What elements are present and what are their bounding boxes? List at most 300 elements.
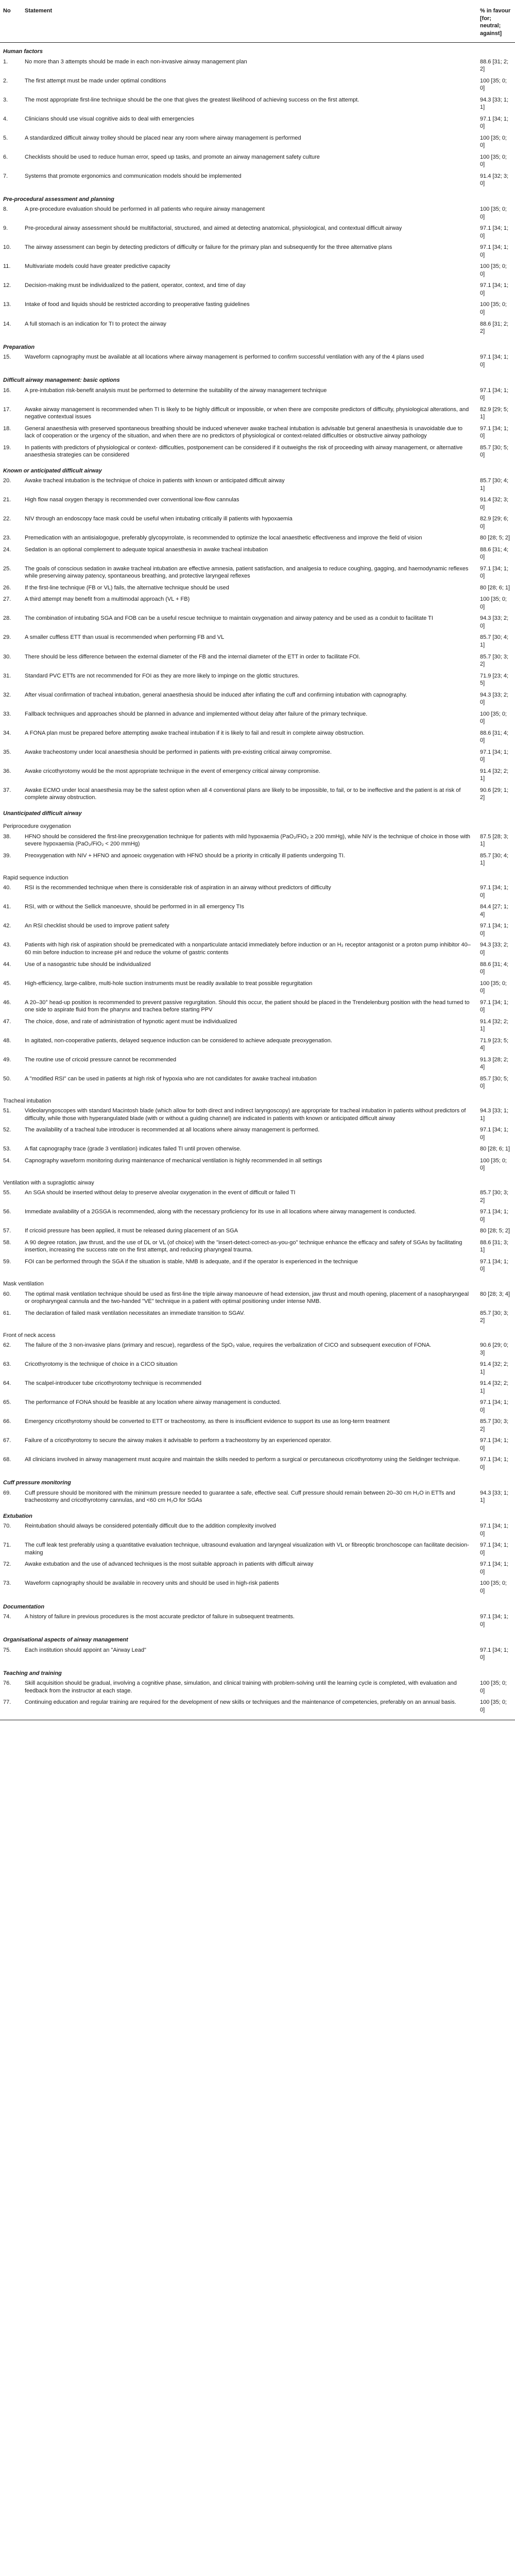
statement-number: 19. — [3, 444, 11, 451]
statement-text: A 90 degree rotation, jaw thrust, and the use of DL or VL (of choice) with the "insert-detect-correct-as-you-go" technique enhance the efficacy and safety of SGAs by facilitating insertion, increasing the success rate on the first attempt, and reducing pharyngeal trauma. — [25, 1239, 462, 1253]
statement-text: Decision-making must be individualized to the patient, operator, context, and time of day — [25, 282, 246, 289]
statement-text: Systems that promote ergonomics and communication models should be implemented — [25, 173, 242, 179]
percent-in-favour: 94.3 [33; 2; 0] — [480, 615, 509, 629]
table-row — [0, 1226, 515, 1238]
percent-in-favour: 71.9 [23; 5; 4] — [480, 1037, 509, 1052]
percent-in-favour: 88.6 [31; 2; 2] — [480, 58, 509, 73]
statement-text: In agitated, non-cooperative patients, delayed sequence induction can be considered to achieve adequate preoxygenation. — [25, 1037, 332, 1044]
statement-text: The scalpel-introducer tube cricothyrotomy technique is recommended — [25, 1380, 201, 1387]
table-row — [0, 564, 515, 583]
table-row — [0, 262, 515, 281]
table-row — [0, 583, 515, 595]
table-row — [0, 786, 515, 805]
table-row — [0, 595, 515, 614]
statement-number: 33. — [3, 710, 11, 717]
table-row — [0, 921, 515, 940]
percent-in-favour: 91.4 [32; 2; 1] — [480, 768, 509, 782]
statement-number: 65. — [3, 1399, 11, 1406]
table-row — [0, 281, 515, 300]
statement-text: All clinicians involved in airway management must acquire and maintain the skills needed to perform a surgical or percutaneous cricothyrotomy using the Seldinger technique. — [25, 1456, 460, 1463]
table-row — [0, 545, 515, 564]
subsection-heading: Rapid sequence induction — [3, 874, 68, 881]
table-row — [0, 940, 515, 959]
percent-in-favour: 88.6 [31; 4; 0] — [480, 730, 509, 744]
statement-text: Multivariate models could have greater predictive capacity — [25, 263, 170, 270]
statement-text: RSI, with or without the Sellick manoeuvre, should be performed in in all emergency TIs — [25, 904, 244, 910]
statement-number: 8. — [3, 206, 8, 213]
statement-number: 52. — [3, 1127, 11, 1133]
statement-text: Emergency cricothyrotomy should be converted to ETT or tracheostomy, as there is insufficient evidence to support its use as long-term treatment — [25, 1418, 390, 1425]
statement-text: Use of a nasogastric tube should be individualized — [25, 961, 151, 968]
section-heading: Organisational aspects of airway management — [3, 1637, 128, 1643]
percent-in-favour: 97.1 [34; 1; 0] — [480, 354, 509, 368]
statement-number: 42. — [3, 923, 11, 929]
percent-in-favour: 97.1 [34; 1; 0] — [480, 565, 509, 580]
table-row — [0, 748, 515, 767]
statement-text: The failure of the 3 non-invasive plans (primary and rescue), regardless of the SpO₂ value, requires the verbalization of CICO and subsequent execution of FONA. — [25, 1342, 432, 1349]
percent-in-favour: 80 [28; 5; 2] — [480, 1228, 510, 1234]
statement-text: Capnography waveform monitoring during maintenance of mechanical ventilation is highly recommended in all settings — [25, 1157, 322, 1164]
percent-in-favour: 85.7 [30; 3; 2] — [480, 1190, 509, 1204]
statement-number: 7. — [3, 173, 8, 179]
statement-text: A full stomach is an indication for TI to protect the airway — [25, 320, 166, 327]
statement-text: The choice, dose, and rate of administration of hypnotic agent must be individualized — [25, 1018, 237, 1025]
table-row — [0, 1455, 515, 1474]
statement-number: 28. — [3, 615, 11, 622]
statement-number: 61. — [3, 1310, 11, 1316]
table-row — [0, 671, 515, 690]
statement-number: 41. — [3, 904, 11, 910]
statement-number: 26. — [3, 584, 11, 591]
statement-number: 48. — [3, 1037, 11, 1044]
statement-text: Awake airway management is recommended when TI is likely to be highly difficult or impossible, or when there are composite predictors of difficulty, physiological alterations, and negative contextual issues — [25, 406, 469, 420]
table-row — [0, 883, 515, 902]
statement-number: 47. — [3, 1018, 11, 1025]
percent-in-favour: 91.4 [32; 2; 1] — [480, 1380, 509, 1394]
table-row — [0, 1579, 515, 1598]
statement-number: 20. — [3, 478, 11, 484]
table-row — [0, 1646, 515, 1665]
statement-text: Premedication with an antisialogogue, preferably glycopyrrolate, is recommended to optimize the local anaesthetic effectiveness and improve the field of vision — [25, 535, 422, 541]
statement-number: 35. — [3, 749, 11, 755]
table-row — [0, 1379, 515, 1398]
statement-text: Failure of a cricothyrotomy to secure the airway makes it advisable to perform a tracheostomy by an experienced operator. — [25, 1437, 332, 1444]
statement-text: The combination of intubating SGA and FOB can be a useful rescue technique to maintain oxygenation and airway patency and be used as a conduit to facilitate TI — [25, 615, 433, 622]
statement-text: The first attempt must be made under optimal conditions — [25, 77, 166, 84]
statement-text: Clinicians should use visual cognitive aids to deal with emergencies — [25, 115, 194, 122]
statement-text: Fallback techniques and approaches should be planned in advance and implemented without delay after failure of the primary technique. — [25, 710, 368, 717]
statement-number: 31. — [3, 672, 11, 679]
section-heading: Cuff pressure monitoring — [3, 1480, 71, 1486]
percent-in-favour: 82.9 [29; 5; 1] — [480, 406, 509, 420]
statement-number: 32. — [3, 691, 11, 698]
percent-in-favour: 97.1 [34; 1; 0] — [480, 425, 509, 439]
percent-in-favour: 87.5 [28; 3; 1] — [480, 833, 509, 848]
statement-text: Each institution should appoint an "Airway Lead" — [25, 1647, 146, 1653]
statement-number: 29. — [3, 634, 11, 641]
percent-in-favour: 97.1 [34; 1; 0] — [480, 1561, 509, 1575]
header-no: No — [3, 8, 11, 14]
statement-text: Continuing education and regular training are required for the development of new skills or techniques and the maintenance of competencies, preferably on an annual basis. — [25, 1699, 456, 1706]
statement-text: FOI can be performed through the SGA if the situation is stable, NMB is adequate, and if the operator is experienced in the technique — [25, 1258, 358, 1265]
statement-text: Immediate availability of a 2GSGA is recommended, along with the necessary proficiency for its use in all locations where airway management is conducted. — [25, 1209, 416, 1215]
table-row — [0, 424, 515, 443]
table-row — [0, 152, 515, 172]
statement-text: The performance of FONA should be feasible at any location where airway management is conducted. — [25, 1399, 281, 1406]
statement-text: Patients with high risk of aspiration should be premedicated with a nonparticulate antacid immediately before induction or an H₂ receptor antagonist or a proton pump inhibitor 40–60 min before induction to increase pH and reduce the volume of gastric contents — [25, 942, 471, 956]
statement-number: 51. — [3, 1108, 11, 1114]
statement-number: 63. — [3, 1361, 11, 1368]
statement-text: A 20–30° head-up position is recommended to prevent passive regurgitation. Should this occur, the patient should be placed in the Trendelenburg position with the head turned to one side to aspirate fluid from the pharynx and trachea before starting PPV — [25, 999, 470, 1013]
table-body — [0, 43, 515, 1717]
statement-text: Sedation is an optional complement to adequate topical anaesthesia in awake tracheal intubation — [25, 546, 268, 553]
statement-number: 59. — [3, 1258, 11, 1265]
section-heading: Difficult airway management: basic options — [3, 377, 120, 384]
statement-number: 15. — [3, 354, 11, 361]
table-row — [0, 851, 515, 870]
percent-in-favour: 85.7 [30; 4; 1] — [480, 634, 509, 648]
statement-number: 40. — [3, 885, 11, 891]
percent-in-favour: 71.9 [23; 4; 5] — [480, 672, 509, 687]
percent-in-favour: 97.1 [34; 1; 0] — [480, 1456, 509, 1470]
percent-in-favour: 88.6 [31; 3; 1] — [480, 1239, 509, 1253]
percent-in-favour: 97.1 [34; 1; 0] — [480, 115, 509, 130]
percent-in-favour: 100 [35; 0; 0] — [480, 1157, 507, 1172]
statement-number: 14. — [3, 320, 11, 327]
table-row — [0, 1560, 515, 1579]
statement-number: 69. — [3, 1489, 11, 1496]
section-heading: Teaching and training — [3, 1670, 62, 1676]
percent-in-favour: 97.1 [34; 1; 0] — [480, 1614, 509, 1628]
statement-text: The availability of a tracheal tube introducer is recommended at all locations where airway management is performed. — [25, 1127, 320, 1133]
section-heading: Known or anticipated difficult airway — [3, 467, 102, 474]
statement-number: 53. — [3, 1146, 11, 1153]
percent-in-favour: 88.6 [31; 2; 2] — [480, 320, 509, 335]
statement-number: 62. — [3, 1342, 11, 1349]
statement-number: 64. — [3, 1380, 11, 1387]
table-row — [0, 979, 515, 998]
statement-text: Awake tracheostomy under local anaesthesia should be performed in patients with pre-existing critical airway compromise. — [25, 749, 332, 755]
percent-in-favour: 100 [35; 0; 0] — [480, 206, 507, 220]
percent-in-favour: 91.4 [32; 2; 1] — [480, 1018, 509, 1032]
percent-in-favour: 100 [35; 0; 0] — [480, 301, 507, 315]
statement-number: 45. — [3, 980, 11, 987]
table-row — [0, 1436, 515, 1455]
percent-in-favour: 84.4 [27; 1; 4] — [480, 904, 509, 918]
statement-text: NIV through an endoscopy face mask could be useful when intubating critically ill patients with hypoxaemia — [25, 516, 293, 522]
statement-text: There should be less difference between the external diameter of the FB and the internal diameter of the ETT in order to facilitate FOI. — [25, 653, 360, 660]
table-row — [0, 1017, 515, 1036]
statement-text: The goals of conscious sedation in awake tracheal intubation are effective amnesia, patient satisfaction, and analgesia to reduce coughing, gagging, and haemodynamic reflexes while preserving airway patency, spontaneous breathing, and protective laryngeal reflexes — [25, 565, 469, 580]
section-heading: Human factors — [3, 48, 43, 55]
statement-text: A third attempt may benefit from a multimodal approach (VL + FB) — [25, 596, 190, 603]
statement-number: 17. — [3, 406, 11, 413]
percent-in-favour: 85.7 [30; 5; 0] — [480, 1075, 509, 1090]
statement-text: A FONA plan must be prepared before attempting awake tracheal intubation if it is likely to fail and result in complete airway obstruction. — [25, 730, 365, 736]
statement-number: 39. — [3, 852, 11, 859]
statement-text: The optimal mask ventilation technique should be used as first-line the triple airway manoeuvre of head extension, jaw thrust and mouth opening, placement of a nasopharyngeal or oropharyngeal cannula and the two-handed "VE" technique in a patient with optimal positioning under intense NMB. — [25, 1291, 469, 1305]
table-row — [0, 1521, 515, 1540]
statement-text: If cricoid pressure has been applied, it must be released during placement of an SGA — [25, 1228, 238, 1234]
table-row — [0, 352, 515, 371]
percent-in-favour: 90.6 [29; 1; 2] — [480, 787, 509, 801]
table-row — [0, 76, 515, 95]
table-row — [0, 614, 515, 633]
statement-number: 49. — [3, 1056, 11, 1063]
statement-text: RSI is the recommended technique when there is considerable risk of aspiration in an airway without predictors of difficulty — [25, 885, 331, 891]
percent-in-favour: 100 [35; 0; 0] — [480, 596, 507, 610]
statement-text: If the first-line technique (FB or VL) fails, the alternative technique should be used — [25, 584, 229, 591]
statement-number: 60. — [3, 1291, 11, 1297]
table-row — [0, 243, 515, 262]
statement-number: 3. — [3, 96, 8, 103]
statement-number: 57. — [3, 1228, 11, 1234]
table-row — [0, 476, 515, 495]
statement-text: A pre-intubation risk-benefit analysis must be performed to determine the suitability of the airway management technique — [25, 387, 327, 394]
statement-number: 75. — [3, 1647, 11, 1653]
table-row — [0, 728, 515, 748]
percent-in-favour: 100 [35; 0; 0] — [480, 263, 507, 277]
table-row — [0, 1144, 515, 1156]
table-row — [0, 1290, 515, 1309]
statement-number: 70. — [3, 1523, 11, 1530]
table-row — [0, 1125, 515, 1144]
table-row — [0, 1540, 515, 1560]
statement-number: 9. — [3, 225, 8, 232]
statement-text: The routine use of cricoid pressure cannot be recommended — [25, 1056, 177, 1063]
statement-text: No more than 3 attempts should be made in each non-invasive airway management plan — [25, 58, 247, 65]
percent-in-favour: 80 [28; 6; 1] — [480, 1146, 510, 1153]
percent-in-favour: 100 [35; 0; 0] — [480, 980, 507, 994]
table-row — [0, 1156, 515, 1175]
statement-text: Videolaryngoscopes with standard Macintosh blade (which allow for both direct and indirect laryngoscopy) are appropriate for tracheal intubation in patients without predictors of difficulty, while those with hyperangulated blade (with or without a guiding channel) are indicated in patients with known or anticipated difficult airway — [25, 1108, 466, 1122]
statement-text: Pre-procedural airway assessment should be multifactorial, structured, and aimed at detecting anatomical, physiological, and contextual difficult airway — [25, 225, 402, 232]
table-row — [0, 1106, 515, 1125]
statement-text: A pre-procedure evaluation should be performed in all patients who require airway management — [25, 206, 265, 213]
table-row — [0, 533, 515, 545]
statement-number: 77. — [3, 1699, 11, 1706]
statement-text: The declaration of failed mask ventilation necessitates an immediate transition to SGAV. — [25, 1310, 245, 1316]
percent-in-favour: 100 [35; 0; 0] — [480, 154, 507, 168]
table-row — [0, 57, 515, 76]
table-row — [0, 1698, 515, 1717]
subsection-heading: Mask ventilation — [3, 1281, 44, 1287]
statement-text: An SGA should be inserted without delay to preserve alveolar oxygenation in the event of difficult or failed TI — [25, 1190, 296, 1196]
statement-number: 76. — [3, 1680, 11, 1687]
statement-text: The most appropriate first-line technique should be the one that gives the greatest likelihood of achieving success on the first attempt. — [25, 96, 359, 103]
percent-in-favour: 94.3 [33; 1; 1] — [480, 1108, 509, 1122]
percent-in-favour: 85.7 [30; 3; 2] — [480, 1418, 509, 1432]
table-row — [0, 1612, 515, 1631]
statement-text: General anaesthesia with preserved spontaneous breathing should be induced whenever awake tracheal intubation is advisable but general anaesthesia is unavoidable due to lack of cooperation or the urgency of the situation, and when there are no predictors of physiological or context-related difficulties or obstructive airway pathology — [25, 425, 463, 439]
percent-in-favour: 85.7 [30; 4; 1] — [480, 478, 509, 492]
statement-text: A history of failure in previous procedures is the most accurate predictor of failure in subsequent treatments. — [25, 1614, 295, 1620]
statement-text: Awake ECMO under local anaesthesia may be the safest option when all 4 conventional plans are likely to be impossible, to fail, or to be ineffective and the patient is at risk of complete airway obstruction. — [25, 787, 461, 801]
statement-number: 24. — [3, 546, 11, 553]
statement-text: A flat capnography trace (grade 3 ventilation) indicates failed TI until proven otherwise. — [25, 1146, 242, 1153]
statement-text: A smaller cuffless ETT than usual is recommended when performing FB and VL — [25, 634, 225, 641]
statement-number: 73. — [3, 1580, 11, 1587]
percent-in-favour: 97.1 [34; 1; 0] — [480, 282, 509, 296]
percent-in-favour: 97.1 [34; 1; 0] — [480, 1437, 509, 1451]
table-row — [0, 1360, 515, 1379]
table-row — [0, 1036, 515, 1055]
statement-number: 27. — [3, 596, 11, 603]
percent-in-favour: 94.3 [33; 1; 1] — [480, 1489, 509, 1504]
statement-text: Awake cricothyrotomy would be the most appropriate technique in the event of emergency critical airway compromise. — [25, 768, 320, 774]
statement-text: In patients with predictors of physiological or context- difficulties, postponement can be considered if it outweighs the risk of proceeding with airway management, or alternative anaesthesia strategies can be considered — [25, 444, 463, 459]
percent-in-favour: 85.7 [30; 3; 2] — [480, 653, 509, 668]
statement-number: 68. — [3, 1456, 11, 1463]
subsection-heading: Front of neck access — [3, 1332, 56, 1338]
header-statement: Statement — [25, 8, 53, 14]
section-heading: Documentation — [3, 1603, 45, 1610]
statement-number: 2. — [3, 77, 8, 84]
statement-number: 5. — [3, 134, 8, 141]
percent-in-favour: 88.6 [31; 4; 0] — [480, 546, 509, 561]
statement-number: 21. — [3, 497, 11, 503]
table-row — [0, 998, 515, 1017]
section-heading: Extubation — [3, 1513, 32, 1519]
percent-in-favour: 97.1 [34; 1; 0] — [480, 1127, 509, 1141]
statement-text: Cuff pressure should be monitored with the minimum pressure needed to guarantee a safe, effective seal. Cuff pressure should remain between 20–30 cm H₂O in ETTs and tracheostomy and cricothyrotomy cannulas, and <60 cm H₂O for SGAs — [25, 1489, 455, 1504]
statement-number: 13. — [3, 301, 11, 308]
table-row — [0, 114, 515, 133]
percent-in-favour: 100 [35; 0; 0] — [480, 710, 507, 725]
table-row — [0, 1238, 515, 1257]
statement-number: 18. — [3, 425, 11, 432]
statement-number: 46. — [3, 999, 11, 1006]
table-row — [0, 902, 515, 921]
percent-in-favour: 97.1 [34; 1; 0] — [480, 1399, 509, 1413]
statement-number: 25. — [3, 565, 11, 572]
percent-in-favour: 100 [35; 0; 0] — [480, 1699, 507, 1713]
table-row — [0, 386, 515, 405]
table-row — [0, 1417, 515, 1436]
statement-text: High-efficiency, large-calibre, multi-hole suction instruments must be readily available to treat possible regurgitation — [25, 980, 313, 987]
table-row — [0, 709, 515, 728]
percent-in-favour: 97.1 [34; 1; 0] — [480, 1542, 509, 1556]
percent-in-favour: 97.1 [34; 1; 0] — [480, 1209, 509, 1223]
statement-text: Awake tracheal intubation is the technique of choice in patients with known or anticipated difficult airway — [25, 478, 285, 484]
table-row — [0, 652, 515, 671]
statement-number: 22. — [3, 516, 11, 522]
percent-in-favour: 91.4 [32; 3; 0] — [480, 173, 509, 187]
statement-number: 23. — [3, 535, 11, 541]
statement-text: Standard PVC ETTs are not recommended for FOI as they are more likely to impinge on the glottic structures. — [25, 672, 300, 679]
statement-number: 37. — [3, 787, 11, 793]
subsection-heading: Tracheal intubation — [3, 1097, 52, 1104]
statement-number: 54. — [3, 1157, 11, 1164]
statement-text: Intake of food and liquids should be restricted according to preoperative fasting guidelines — [25, 301, 250, 308]
statement-number: 44. — [3, 961, 11, 968]
statement-text: Checklists should be used to reduce human error, speed up tasks, and promote an airway management safety culture — [25, 154, 320, 160]
statement-text: High flow nasal oxygen therapy is recommended over conventional low-flow cannulas — [25, 497, 239, 503]
subsection-heading: Periprocedure oxygenation — [3, 823, 71, 830]
percent-in-favour: 97.1 [34; 1; 0] — [480, 885, 509, 899]
statement-text: A standardized difficult airway trolley should be placed near any room where airway management is performed — [25, 134, 301, 141]
statement-text: An RSI checklist should be used to improve patient safety — [25, 923, 169, 929]
statement-text: Preoxygenation with NIV + HFNO and apnoeic oxygenation with HFNO should be a priority in critically ill patients undergoing TI. — [25, 852, 345, 859]
statement-text: The cuff leak test preferably using a quantitative evaluation technique, ultrasound evaluation and laryngeal visualization with VL or fibreoptic bronchoscope can facilitate decision-making — [25, 1542, 469, 1556]
table-row — [0, 205, 515, 224]
table-row — [0, 1257, 515, 1276]
statement-text: Cricothyrotomy is the technique of choice in a CICO situation — [25, 1361, 178, 1368]
percent-in-favour: 97.1 [34; 1; 0] — [480, 999, 509, 1013]
percent-in-favour: 85.7 [30; 5; 0] — [480, 444, 509, 459]
table-row — [0, 495, 515, 514]
statement-number: 34. — [3, 730, 11, 736]
statement-text: Waveform capnography must be available at all locations where airway management is performed to confirm successful ventilation with any of the 4 plans used — [25, 354, 424, 361]
statement-number: 58. — [3, 1239, 11, 1246]
table-row — [0, 690, 515, 709]
table-row — [0, 224, 515, 243]
table-row — [0, 960, 515, 979]
statement-number: 72. — [3, 1561, 11, 1568]
statement-number: 6. — [3, 154, 8, 160]
statement-number: 1. — [3, 58, 8, 65]
statement-number: 38. — [3, 833, 11, 840]
percent-in-favour: 88.6 [31; 4; 0] — [480, 961, 509, 975]
percent-in-favour: 97.1 [34; 1; 0] — [480, 1258, 509, 1273]
percent-in-favour: 82.9 [29; 6; 0] — [480, 516, 509, 530]
table-row — [0, 1188, 515, 1207]
percent-in-favour: 90.6 [29; 0; 3] — [480, 1342, 509, 1356]
statement-text: The airway assessment can begin by detecting predictors of difficulty or failure for the primary plan and subsequently for the three alternative plans — [25, 244, 392, 251]
percent-in-favour: 85.7 [30; 3; 2] — [480, 1310, 509, 1324]
percent-in-favour: 97.1 [34; 1; 0] — [480, 387, 509, 401]
percent-in-favour: 85.7 [30; 4; 1] — [480, 852, 509, 867]
section-heading: Unanticipated difficult airway — [3, 810, 82, 817]
percent-in-favour: 80 [28; 5; 2] — [480, 535, 510, 541]
statement-number: 56. — [3, 1209, 11, 1215]
statement-number: 43. — [3, 942, 11, 948]
table-row — [0, 405, 515, 424]
statement-number: 11. — [3, 263, 11, 270]
statement-text: After visual confirmation of tracheal intubation, general anaesthesia should be induced after inflating the cuff and confirming intubation with capnography. — [25, 691, 407, 698]
percent-in-favour: 97.1 [34; 1; 0] — [480, 749, 509, 763]
statement-text: Waveform capnography should be available in recovery units and should be used in high-risk patients — [25, 1580, 279, 1587]
table-row — [0, 832, 515, 851]
statement-number: 4. — [3, 115, 8, 122]
percent-in-favour: 100 [35; 0; 0] — [480, 1680, 507, 1694]
percent-in-favour: 94.3 [33; 1; 1] — [480, 96, 509, 111]
percent-in-favour: 100 [35; 0; 0] — [480, 77, 507, 92]
subsection-heading: Ventilation with a supraglottic airway — [3, 1179, 94, 1186]
statement-number: 50. — [3, 1075, 11, 1082]
statement-text: A "modified RSI" can be used in patients at high risk of hypoxia who are not candidates for awake tracheal intubation — [25, 1075, 317, 1082]
table-row — [0, 1309, 515, 1328]
statement-text: Awake extubation and the use of advanced techniques is the most suitable approach in patients with difficult airway — [25, 1561, 314, 1568]
table-row — [0, 767, 515, 786]
statement-number: 74. — [3, 1614, 11, 1620]
percent-in-favour: 97.1 [34; 1; 0] — [480, 1647, 509, 1661]
table-row — [0, 300, 515, 319]
table-row — [0, 319, 515, 338]
table-row — [0, 633, 515, 652]
percent-in-favour: 80 [28; 6; 1] — [480, 584, 510, 591]
percent-in-favour: 97.1 [34; 1; 0] — [480, 244, 509, 258]
statement-text: Skill acquisition should be gradual, involving a cognitive phase, simulation, and clinical training with problem-solving until the learning cycle is completed, with evaluation and feedback from the instructor at each stage. — [25, 1680, 457, 1694]
table-header — [0, 4, 515, 43]
percent-in-favour: 91.4 [32; 2; 1] — [480, 1361, 509, 1375]
table-row — [0, 1207, 515, 1226]
statement-number: 36. — [3, 768, 11, 774]
percent-in-favour: 97.1 [34; 1; 0] — [480, 1523, 509, 1537]
table-row — [0, 1055, 515, 1074]
statement-text: Reintubation should always be considered potentially difficult due to the addition complexity involved — [25, 1523, 276, 1530]
statement-number: 10. — [3, 244, 11, 251]
